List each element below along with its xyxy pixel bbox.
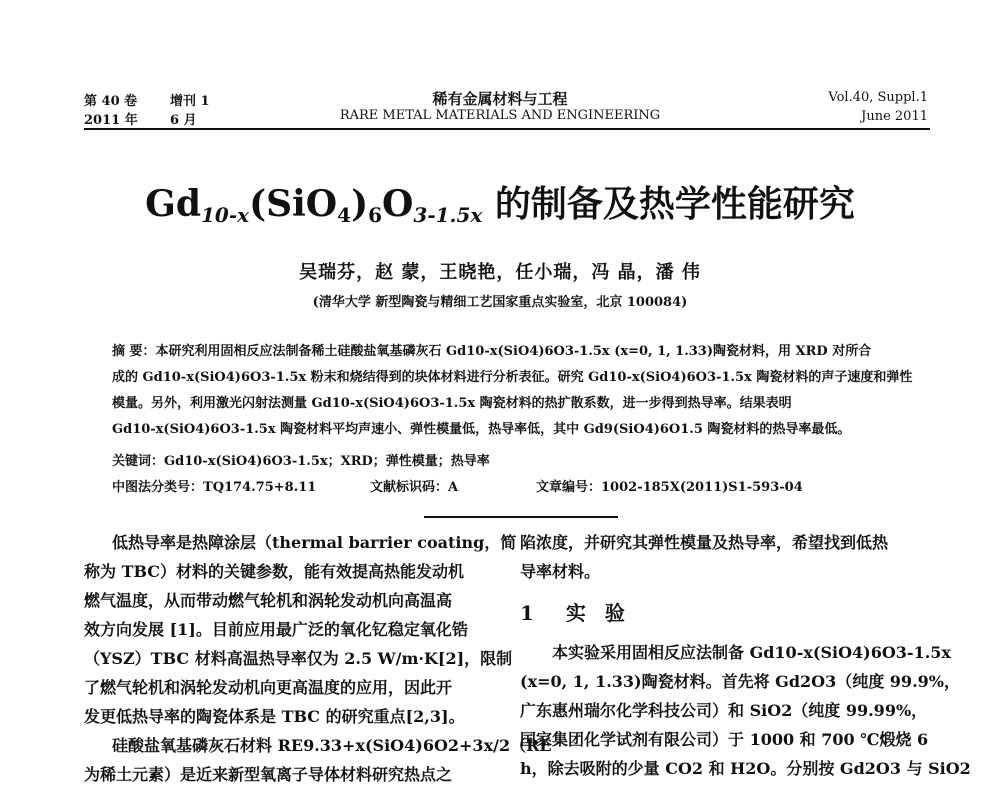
right-para-line-2: (x=0, 1, 1.33)陶瓷材料。首先将 Gd2O3（纯度 99.9%，	[520, 672, 960, 691]
right-para-line-5: h，除去吸附的少量 CO2 和 H2O。分别按 Gd2O3 与 SiO2	[520, 759, 971, 778]
section-heading: 1 实 验	[520, 601, 631, 625]
right-line-2: 导率材料。	[520, 562, 601, 581]
document-code: 文献标识码：A	[370, 480, 459, 495]
article-number: 文章编号：1002-185X(2011)S1-593-04	[536, 480, 803, 495]
abstract-line-4: Gd10-x(SiO4)6O3-1.5x 陶瓷材料平均声速小、弹性模量低，热导率低，其中 Gd9(SiO4)6O1.5 陶瓷材料的热导率最低。	[112, 422, 851, 437]
abstract-line-2: 成的 Gd10-x(SiO4)6O3-1.5x 粉末和烧结得到的块体材料进行分析表征。研究 Gd10-x(SiO4)6O3-1.5x 陶瓷材料的声子速度和弹性	[112, 370, 913, 385]
paper-title: $Gd_{10-x}(SiO_4)_6O_{3-1.5x}$ 的制备及热学性能研究	[145, 183, 855, 227]
right-para-line-1: 本实验采用固相反应法制备 Gd10-x(SiO4)6O3-1.5x	[552, 643, 951, 662]
issue-label: 增刊 1	[170, 94, 210, 109]
right-line-1: 陷浓度，并研究其弹性模量及热导率，希望找到低热	[520, 533, 889, 552]
volume-label: 第 40 卷	[84, 94, 138, 109]
clc-number: 中图法分类号：TQ174.75+8.11	[112, 480, 317, 495]
left-line-5: （YSZ）TBC 材料高温热导率仅为 2.5 W/m·K[2]，限制	[84, 649, 513, 668]
journal-title-en: RARE METAL MATERIALS AND ENGINEERING	[339, 108, 661, 123]
right-para-line-4: 国家集团化学试剂有限公司）于 1000 和 700 ℃煅烧 6	[520, 730, 929, 749]
abstract-line-1: 摘 要：本研究利用固相反应法制备稀土硅酸盐氧基磷灰石 Gd10-x(SiO4)6O3-1.5x (x=0, 1, 1.33)陶瓷材料，用 XRD 对所合	[112, 344, 872, 359]
left-line-3: 燃气温度，从而带动燃气轮机和涡轮发动机向高温高	[84, 591, 453, 610]
volume-en: Vol.40, Suppl.1	[828, 90, 928, 105]
left-line-7: 发更低热导率的陶瓷体系是 TBC 的研究重点[2,3]。	[84, 707, 465, 726]
year-label: 2011 年	[84, 113, 138, 128]
month-label: 6 月	[170, 113, 197, 128]
journal-title-cn: 稀有金属材料与工程	[432, 90, 568, 108]
right-para-line-3: 广东惠州瑞尔化学科技公司）和 SiO2（纯度 99.99%，	[520, 701, 928, 720]
date-en: June 2011	[861, 109, 928, 124]
header-rule	[84, 128, 930, 130]
abstract-divider	[424, 516, 618, 518]
left-line-2: 称为 TBC）材料的关键参数，能有效提高热能发动机	[84, 562, 465, 581]
abstract-line-3: 模量。另外，利用激光闪射法测量 Gd10-x(SiO4)6O3-1.5x 陶瓷材料的热扩散系数，进一步得到热导率。结果表明	[112, 396, 792, 411]
affiliation: (清华大学 新型陶瓷与精细工艺国家重点实验室，北京 100084)	[312, 295, 688, 310]
author-list: 吴瑞芬，赵 蒙，王晓艳，任小瑞，冯 晶，潘 伟	[299, 262, 701, 283]
left-line-1: 低热导率是热障涂层（thermal barrier coating，简	[112, 533, 517, 552]
left-line-8: 硅酸盐氧基磷灰石材料 RE9.33+x(SiO4)6O2+3x/2（RE	[112, 736, 552, 755]
keywords: 关键词：Gd10-x(SiO4)6O3-1.5x；XRD；弹性模量；热导率	[112, 454, 490, 469]
left-line-6: 了燃气轮机和涡轮发动机向更高温度的应用，因此开	[84, 678, 453, 697]
left-line-9: 为稀土元素）是近来新型氧离子导体材料研究热点之	[84, 765, 453, 784]
left-line-4: 效方向发展 [1]。目前应用最广泛的氧化钇稳定氧化锆	[84, 620, 468, 639]
